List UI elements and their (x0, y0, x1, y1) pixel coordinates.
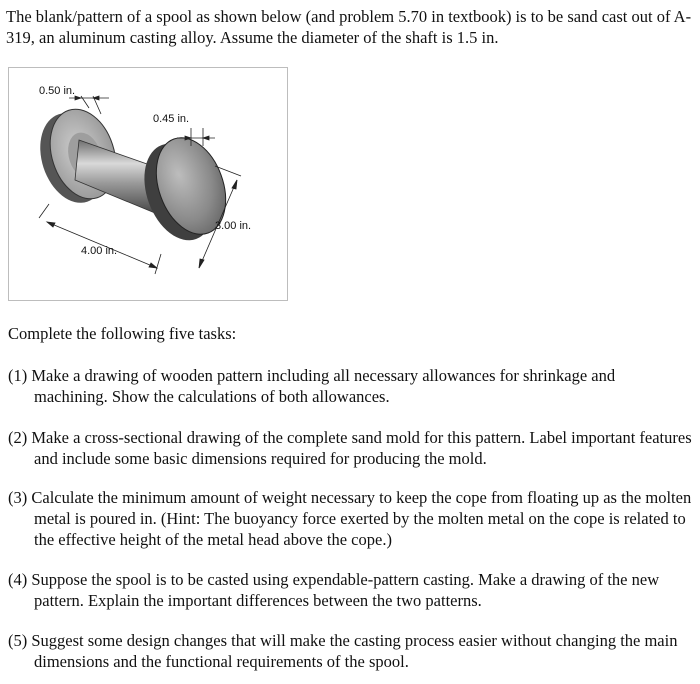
task-text: Calculate the minimum amount of weight necessary to keep the cope from floating up as the molten metal is poured in. (Hint: The buoyancy force exerted by the molten metal on the cope is related to the effective height of the metal head above the cope.) (31, 488, 692, 549)
task-text: Suppose the spool is to be casted using expendable-pattern casting. Make a drawing of the new pattern. Explain the important differences between the two patterns. (31, 570, 660, 610)
label-flange-thickness: 0.50 in. (39, 85, 76, 97)
task-number: (1) (8, 366, 28, 385)
task-text: Make a drawing of wooden pattern including all necessary allowances for shrinkage and machining. Show the calculations of both allowances. (31, 366, 616, 406)
dimension-length (39, 204, 161, 274)
task-item (8, 365, 692, 407)
task-number: (5) (8, 631, 28, 650)
spool-drawing (9, 68, 287, 300)
label-diameter: 3.00 in. (215, 220, 252, 232)
label-rim-width: 0.45 in. (153, 113, 190, 125)
task-item (8, 630, 692, 672)
task-item (8, 487, 692, 550)
tasks-heading: Complete the following five tasks: (8, 324, 237, 343)
task-number: (4) (8, 570, 28, 589)
task-number: (3) (8, 488, 28, 507)
task-text: Make a cross-sectional drawing of the complete sand mold for this pattern. Label important features and include some basic dimensions required for producing the mold. (31, 428, 692, 468)
task-text: Suggest some design changes that will make the casting process easier without changing the main dimensions and the functional requirements of the spool. (31, 631, 678, 671)
spool-figure (8, 67, 288, 301)
task-item (8, 569, 692, 611)
task-item (8, 427, 692, 469)
label-length: 4.00 in. (81, 245, 118, 257)
task-number: (2) (8, 428, 28, 447)
problem-intro: The blank/pattern of a spool as shown below (and problem 5.70 in textbook) is to be sand cast out of A-319, an aluminum casting alloy. Assume the diameter of the shaft is 1.5 in. (6, 7, 692, 47)
